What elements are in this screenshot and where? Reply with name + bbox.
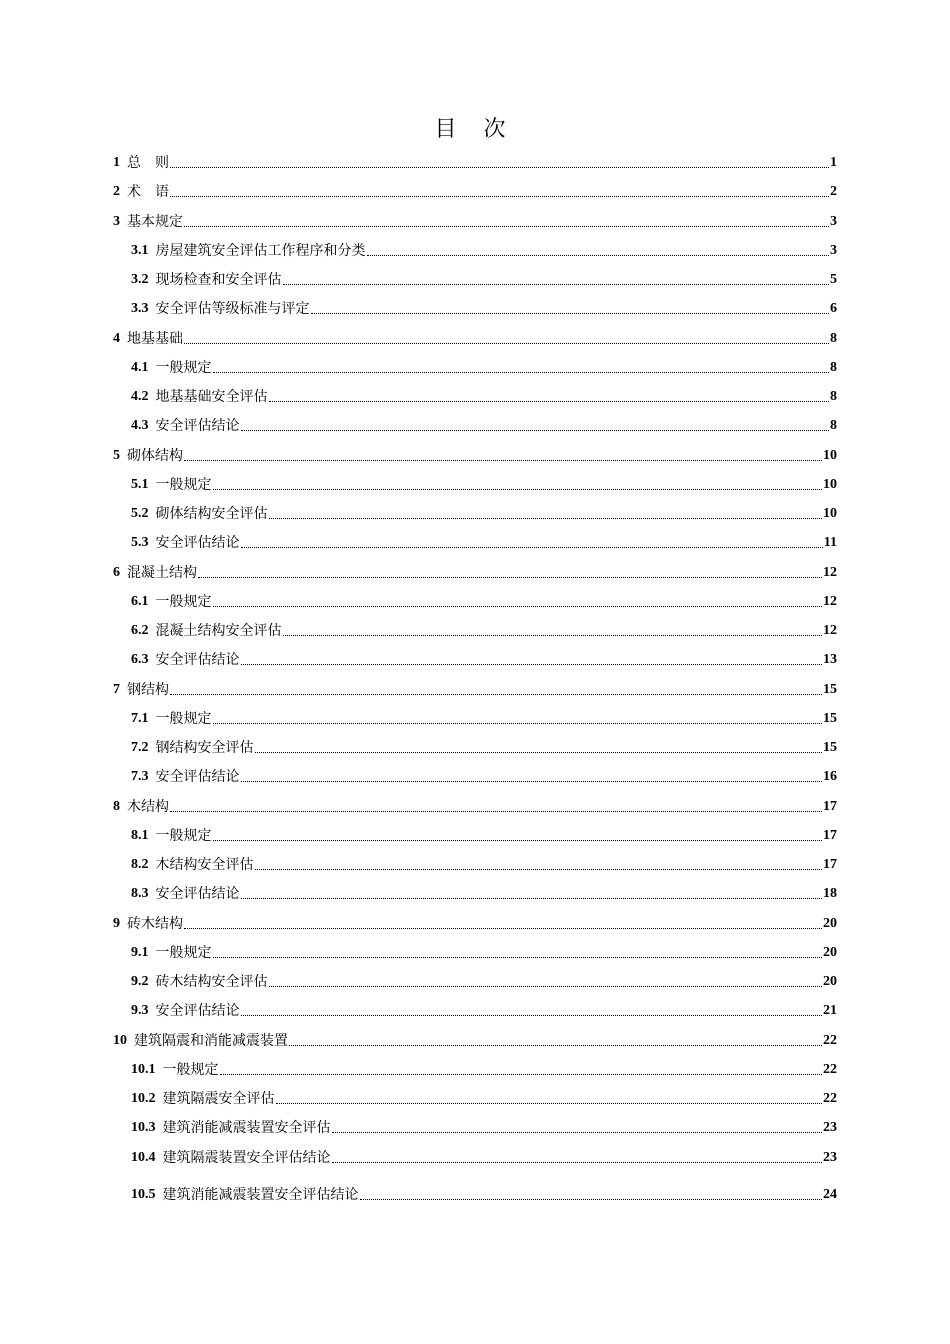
toc-leader-dots [220, 1074, 823, 1075]
toc-entry-page: 12 [823, 623, 837, 638]
toc-leader-dots [184, 343, 829, 344]
toc-entry-page: 10 [823, 476, 837, 492]
toc-leader-dots [213, 489, 823, 490]
toc-entry[interactable] [131, 943, 837, 963]
toc-entry-number: 4.3 [131, 418, 149, 434]
toc-entry-page: 3 [830, 213, 837, 229]
toc-entry[interactable] [131, 884, 837, 904]
toc-entry-title: 建筑消能减震装置安全评估结论 [162, 1186, 359, 1203]
toc-entry-page: 17 [823, 798, 837, 814]
toc-entry-page: 10 [823, 506, 837, 521]
toc-entry-title: 一般规定 [155, 593, 212, 610]
toc-entry[interactable] [113, 680, 837, 700]
toc-entry-page: 12 [823, 564, 837, 580]
toc-entry[interactable] [131, 855, 837, 875]
toc-entry-title: 木结构 [127, 798, 169, 815]
toc-entry[interactable] [131, 650, 837, 670]
toc-leader-dots [255, 869, 823, 870]
toc-entry-title: 混凝土结构 [127, 564, 197, 581]
toc-entry[interactable] [113, 446, 837, 466]
toc-entry-number: 9 [113, 915, 120, 931]
toc-entry-title: 一般规定 [155, 710, 212, 727]
toc-entry-number: 6 [113, 564, 120, 580]
toc-entry[interactable] [131, 1118, 837, 1138]
toc-entry[interactable] [131, 621, 837, 641]
toc-entry-page: 8 [830, 389, 837, 404]
toc-entry[interactable] [131, 270, 837, 290]
toc-entry[interactable] [113, 914, 837, 934]
toc-entry-page: 5 [830, 272, 837, 287]
toc-entry-page: 17 [823, 827, 837, 843]
toc-entry-number: 3 [113, 213, 120, 229]
toc-leader-dots [198, 577, 822, 578]
toc-entry-page: 18 [823, 886, 837, 902]
toc-entry-number: 9.1 [131, 944, 149, 960]
toc-leader-dots [360, 1199, 823, 1200]
toc-leader-dots [269, 401, 830, 402]
toc-entry-number: 10.3 [131, 1120, 156, 1136]
toc-entry-page: 22 [823, 1061, 837, 1077]
toc-entry-page: 20 [823, 915, 837, 931]
toc-leader-dots [241, 781, 823, 782]
toc-leader-dots [283, 635, 823, 636]
toc-entry-title: 一般规定 [162, 1061, 219, 1078]
toc-entry-title: 房屋建筑安全评估工作程序和分类 [155, 242, 366, 259]
toc-entry-number: 3.2 [131, 272, 149, 287]
toc-entry[interactable] [131, 1089, 837, 1109]
toc-entry[interactable] [113, 797, 837, 817]
toc-entry-number: 9.3 [131, 1003, 149, 1019]
toc-entry[interactable] [131, 241, 837, 261]
toc-entry-title: 砌体结构 [127, 447, 183, 464]
toc-entry-title: 钢结构 [127, 681, 169, 698]
toc-leader-dots [213, 957, 823, 958]
toc-leader-dots [213, 840, 823, 841]
toc-leader-dots [332, 1132, 823, 1133]
toc-leader-dots [367, 255, 830, 256]
toc-leader-dots [269, 986, 823, 987]
toc-entry-page: 17 [823, 857, 837, 872]
toc-entry-page: 22 [823, 1032, 837, 1048]
toc-entry-title: 一般规定 [155, 359, 212, 376]
toc-entry-number: 1 [113, 155, 120, 170]
toc-entry-number: 5.1 [131, 476, 149, 492]
toc-leader-dots [311, 313, 830, 314]
toc-entry-title: 一般规定 [155, 827, 212, 844]
toc-entry-number: 8.3 [131, 886, 149, 902]
toc-entry[interactable] [131, 387, 837, 407]
toc-entry-title: 安全评估等级标准与评定 [155, 301, 310, 318]
toc-entry-title: 地基基础安全评估 [155, 389, 268, 405]
toc-entry[interactable] [113, 1031, 837, 1051]
toc-entry[interactable] [131, 416, 837, 436]
toc-entry-title: 地基基础 [127, 330, 183, 347]
toc-entry-title: 建筑隔震装置安全评估结论 [162, 1149, 331, 1166]
toc-entry-page: 2 [830, 184, 837, 200]
toc-entry-title: 木结构安全评估 [155, 857, 254, 873]
toc-entry-title: 建筑隔震和消能减震装置 [134, 1032, 288, 1049]
toc-entry[interactable] [131, 1185, 837, 1205]
toc-entry-number: 4.2 [131, 389, 149, 404]
toc-leader-dots [332, 1162, 823, 1163]
toc-entry[interactable] [113, 563, 837, 583]
toc-entry-title: 总 则 [127, 155, 169, 171]
toc-entry[interactable] [131, 767, 837, 787]
toc-entry[interactable] [131, 504, 837, 524]
toc-leader-dots [241, 1015, 823, 1016]
toc-entry-title: 砖木结构安全评估 [155, 974, 268, 990]
toc-entry-page: 16 [823, 769, 837, 785]
toc-entry-title: 安全评估结论 [155, 769, 240, 786]
toc-leader-dots [276, 1103, 823, 1104]
toc-entry-title: 混凝土结构安全评估 [155, 623, 282, 639]
toc-leader-dots [241, 664, 823, 665]
toc-leader-dots [269, 518, 823, 519]
toc-leader-dots [184, 226, 829, 227]
toc-leader-dots [241, 898, 823, 899]
toc-entry-number: 7.1 [131, 710, 149, 726]
toc-entry-number: 8 [113, 798, 120, 814]
toc-entry-page: 21 [823, 1003, 837, 1019]
toc-leader-dots [170, 694, 822, 695]
toc-entry-page: 11 [823, 535, 837, 551]
toc-entry-title: 砌体结构安全评估 [155, 506, 268, 522]
page-title: 目 次 [434, 117, 516, 142]
toc-entry-number: 10.1 [131, 1061, 156, 1077]
toc-entry-number: 10 [113, 1032, 127, 1048]
toc-entry-title: 安全评估结论 [155, 886, 240, 903]
toc-entry[interactable] [131, 533, 837, 553]
toc-entry-number: 5.3 [131, 535, 149, 551]
toc-entry[interactable] [113, 329, 837, 349]
toc-leader-dots [170, 167, 829, 168]
toc-entry-number: 7 [113, 681, 120, 697]
toc-entry-number: 4.1 [131, 359, 149, 375]
toc-entry-page: 20 [823, 974, 837, 989]
toc-entry-title: 安全评估结论 [155, 1003, 240, 1020]
toc-entry-number: 7.3 [131, 769, 149, 785]
toc-entry[interactable] [131, 972, 837, 992]
toc-leader-dots [241, 547, 823, 548]
toc-leader-dots [170, 196, 829, 197]
toc-entry[interactable] [131, 738, 837, 758]
toc-entry-page: 10 [823, 447, 837, 463]
toc-entry-page: 1 [830, 155, 837, 170]
toc-entry-page: 8 [830, 418, 837, 434]
toc-leader-dots [170, 811, 822, 812]
toc-entry-page: 3 [830, 242, 837, 258]
toc-entry[interactable] [113, 153, 837, 173]
toc-entry[interactable] [131, 592, 837, 612]
toc-leader-dots [184, 460, 822, 461]
toc-entry-page: 8 [830, 330, 837, 346]
toc-entry[interactable] [131, 826, 837, 846]
toc-entry-page: 20 [823, 944, 837, 960]
toc-leader-dots [213, 372, 830, 373]
toc-entry-page: 22 [823, 1091, 837, 1106]
toc-entry-page: 23 [823, 1120, 837, 1136]
toc-entry[interactable] [113, 182, 837, 202]
toc-entry-page: 15 [823, 710, 837, 726]
toc-entry-page: 8 [830, 359, 837, 375]
toc-entry-number: 8.2 [131, 857, 149, 872]
toc-entry-number: 3.3 [131, 301, 149, 317]
toc-entry-number: 3.1 [131, 242, 149, 258]
toc-leader-dots [213, 606, 823, 607]
toc-entry-number: 4 [113, 330, 120, 346]
toc-entry-page: 15 [823, 740, 837, 755]
toc-leader-dots [213, 723, 823, 724]
toc-entry-page: 15 [823, 681, 837, 697]
toc-entry-number: 5.2 [131, 506, 149, 521]
toc-entry[interactable] [131, 1148, 837, 1168]
toc-entry-title: 建筑消能减震装置安全评估 [162, 1120, 331, 1137]
toc-leader-dots [184, 928, 822, 929]
toc-entry-title: 一般规定 [155, 944, 212, 961]
toc-entry[interactable] [131, 299, 837, 319]
toc-entry-title: 安全评估结论 [155, 535, 240, 552]
toc-entry-number: 9.2 [131, 974, 149, 989]
toc-entry-number: 8.1 [131, 827, 149, 843]
toc-entry[interactable] [131, 358, 837, 378]
toc-entry[interactable] [131, 709, 837, 729]
toc-entry[interactable] [131, 475, 837, 495]
toc-entry-title: 一般规定 [155, 476, 212, 493]
toc-entry-title: 安全评估结论 [155, 652, 240, 669]
toc-entry-title: 基本规定 [127, 213, 183, 230]
toc-entry-number: 7.2 [131, 740, 149, 755]
toc-entry-number: 6.1 [131, 593, 149, 609]
toc-entry[interactable] [113, 212, 837, 232]
toc-entry[interactable] [131, 1001, 837, 1021]
toc-entry-number: 2 [113, 184, 120, 200]
toc-leader-dots [289, 1045, 822, 1046]
toc-entry[interactable] [131, 1060, 837, 1080]
toc-entry-title: 砖木结构 [127, 915, 183, 932]
toc-entry-page: 13 [823, 652, 837, 668]
toc-leader-dots [241, 430, 830, 431]
toc-entry-page: 6 [830, 301, 837, 317]
toc-entry-title: 钢结构安全评估 [155, 740, 254, 756]
toc-entry-page: 12 [823, 593, 837, 609]
toc-entry-number: 10.5 [131, 1186, 156, 1202]
toc-entry-title: 现场检查和安全评估 [155, 272, 282, 288]
toc-entry-number: 10.4 [131, 1149, 156, 1165]
toc-leader-dots [283, 284, 830, 285]
toc-entry-title: 术 语 [127, 184, 169, 201]
toc-entry-number: 5 [113, 447, 120, 463]
toc-leader-dots [255, 752, 823, 753]
toc-entry-page: 24 [823, 1186, 837, 1202]
toc-entry-number: 6.2 [131, 623, 149, 638]
toc-entry-page: 23 [823, 1149, 837, 1165]
toc-entry-title: 建筑隔震安全评估 [162, 1091, 275, 1107]
toc-entry-number: 6.3 [131, 652, 149, 668]
toc-entry-title: 安全评估结论 [155, 418, 240, 435]
toc-entry-number: 10.2 [131, 1091, 156, 1106]
